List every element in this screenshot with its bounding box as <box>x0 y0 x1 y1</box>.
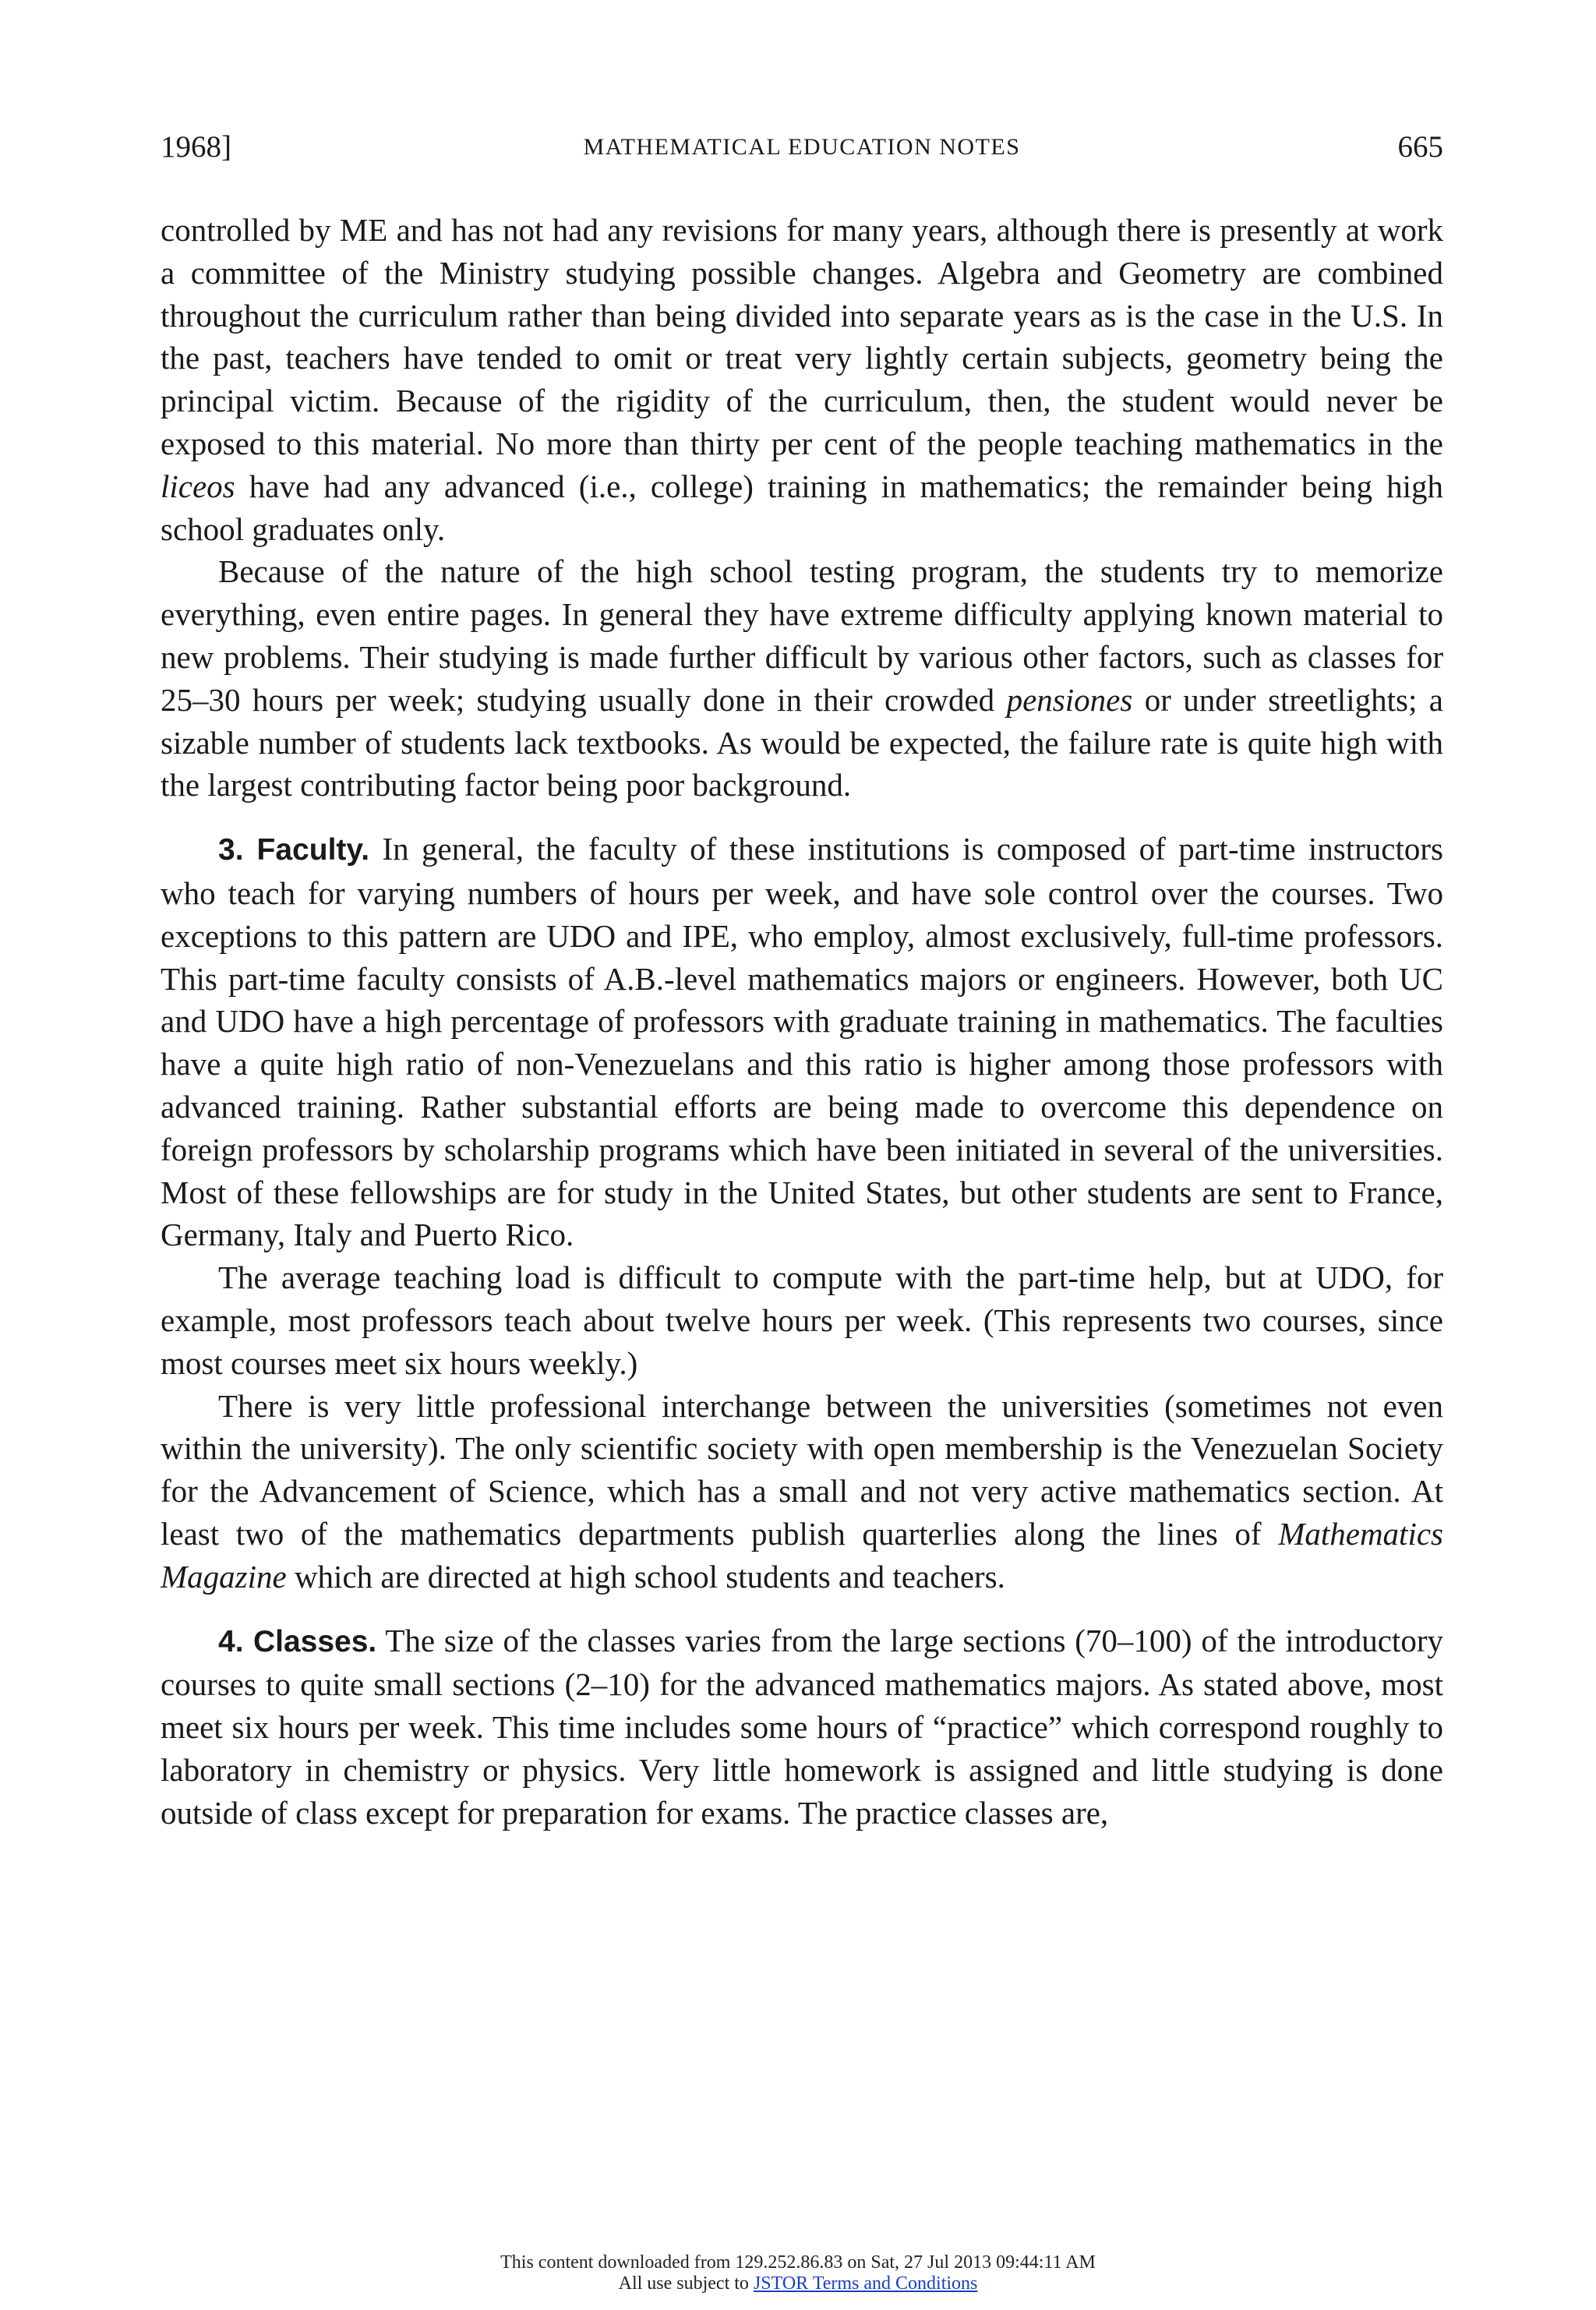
terms-prefix: All use subject to <box>618 2273 754 2294</box>
terms-notice <box>0 2273 1596 2294</box>
italic-term: pensiones <box>1006 681 1133 718</box>
paragraph-text: In general, the faculty of these institutions is composed of part-time instructors who teach for varying numbers of hours per week, and have sole control over the courses. Two exceptions to this pattern are UDO and IPE, who employ, almost exclusively, full-time professors. This part-time faculty consists of A.B.-level mathematics majors or engineers. However, both UC and UDO have a high percentage of professors with graduate training in mathematics. The faculties have a quite high ratio of non-Venezuelans and this ratio is higher among those professors with advanced training. Rather substantial efforts are being made to overcome this dependence on foreign professors by scholarship programs which have been initiated in several of the universities. Most of these fellowships are for study in the United States, but other students are sent to France, Germany, Italy and Puerto Rico. <box>161 831 1443 1253</box>
journal-title: MATHEMATICAL EDUCATION NOTES <box>583 134 1021 160</box>
page-number: 665 <box>1397 130 1443 164</box>
italic-term: Mathematics Magazine <box>161 1515 1443 1595</box>
section-heading: 3. Faculty. <box>218 833 370 867</box>
section-paragraph <box>161 1619 1443 1835</box>
body-paragraph <box>161 209 1443 550</box>
body-paragraph <box>161 1385 1443 1598</box>
section-paragraph <box>161 828 1443 1256</box>
paragraph-text: have had any advanced (i.e., college) training in mathematics; the remainder being high school graduates only. <box>161 468 1443 547</box>
paragraph-text: The size of the classes varies from the large sections (70–100) of the introductory courses to quite small sections (2–10) for the advanced mathematics majors. As stated above, most meet six hours per week. This time includes some hours of “practice” which correspond roughly to laboratory in chemistry or physics. Very little homework is assigned and little studying is done outside of class except for preparation for exams. The practice classes are, <box>161 1622 1443 1831</box>
paragraph-text: which are directed at high school students and teachers. <box>286 1558 1005 1595</box>
italic-term: liceos <box>161 468 235 504</box>
running-head <box>161 129 1443 168</box>
paragraph-text: The average teaching load is difficult to compute with the part-time help, but at UDO, for example, most professors teach about twelve hours per week. (This represents two courses, since most courses meet six hours weekly.) <box>161 1259 1443 1381</box>
article-body <box>161 209 1443 1834</box>
section-heading: 4. Classes. <box>218 1624 377 1658</box>
jstor-terms-link[interactable]: JSTOR Terms and Conditions <box>753 2273 978 2294</box>
body-paragraph <box>161 1256 1443 1384</box>
body-paragraph <box>161 550 1443 807</box>
paragraph-text: There is very little professional interchange between the universities (sometimes not even within the university). The only scientific society with open membership is the Venezuelan Society for the Advancement of Science, which has a small and not very active mathematics section. At least two of the mathematics departments publish quarterlies along the lines of <box>161 1387 1443 1552</box>
download-footer <box>0 2252 1596 2294</box>
download-notice: This content downloaded from 129.252.86.83 on Sat, 27 Jul 2013 09:44:11 AM <box>500 2252 1096 2273</box>
paragraph-text: controlled by ME and has not had any revisions for many years, although there is presently at work a committee of the Ministry studying possible changes. Algebra and Geometry are combined throughout the curriculum rather than being divided into separate years as is the case in the U.S. In the past, teachers have tended to omit or treat very lightly certain subjects, geometry being the principal victim. Because of the rigidity of the curriculum, then, the student would never be exposed to this material. No more than thirty per cent of the people teaching mathematics in the <box>161 212 1443 461</box>
header-year: 1968] <box>161 130 231 164</box>
paragraph-text: Because of the nature of the high school testing program, the students try to memorize everything, even entire pages. In general they have extreme difficulty applying known material to new problems. Their studying is made further difficult by various other factors, such as classes for 25–30 hours per week; studying usually done in their crowded <box>161 553 1443 718</box>
paragraph-text: or under streetlights; a sizable number of students lack textbooks. As would be expected, the failure rate is quite high with the largest contributing factor being poor background. <box>161 681 1443 804</box>
